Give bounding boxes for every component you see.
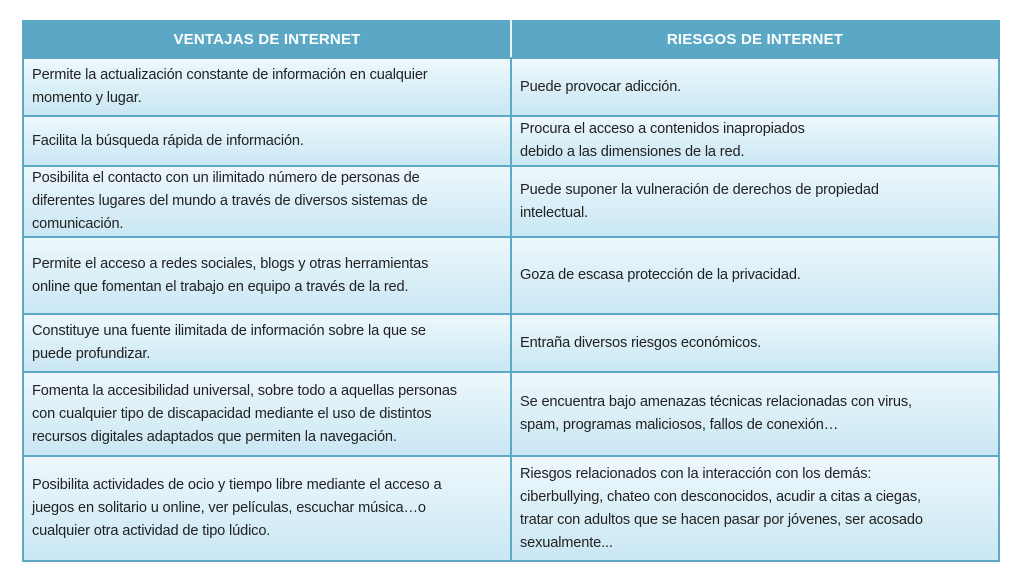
ventaja-cell: Constituye una fuente ilimitada de información sobre la que se puede profundizar. bbox=[23, 314, 511, 372]
riesgo-cell: Puede provocar adicción. bbox=[511, 58, 999, 116]
table-row bbox=[23, 456, 999, 561]
table-row bbox=[23, 314, 999, 372]
riesgo-cell: Goza de escasa protección de la privacidad. bbox=[511, 237, 999, 314]
ventaja-cell: Fomenta la accesibilidad universal, sobre todo a aquellas personas con cualquier tipo de discapacidad mediante el uso de distintos recursos digitales adaptados que permiten la navegación. bbox=[23, 372, 511, 456]
riesgo-cell: Puede suponer la vulneración de derechos de propiedad intelectual. bbox=[511, 166, 999, 237]
header-row bbox=[23, 21, 999, 58]
table-row bbox=[23, 116, 999, 166]
header-riesgos: RIESGOS DE INTERNET bbox=[511, 21, 999, 58]
riesgo-cell: Procura el acceso a contenidos inapropiados debido a las dimensiones de la red. bbox=[511, 116, 999, 166]
riesgo-cell: Se encuentra bajo amenazas técnicas relacionadas con virus, spam, programas maliciosos, fallos de conexión… bbox=[511, 372, 999, 456]
header-ventajas: VENTAJAS DE INTERNET bbox=[23, 21, 511, 58]
ventaja-cell: Posibilita actividades de ocio y tiempo libre mediante el acceso a juegos en solitario u online, ver películas, escuchar música…o cualquier otra actividad de tipo lúdico. bbox=[23, 456, 511, 561]
table-row bbox=[23, 166, 999, 237]
riesgo-cell: Riesgos relacionados con la interacción con los demás: ciberbullying, chateo con desconocidos, acudir a citas a ciegas, tratar con adultos que se hacen pasar por jóvenes, ser acosado sexualmente... bbox=[511, 456, 999, 561]
internet-comparison-table bbox=[22, 20, 1000, 562]
ventaja-cell: Permite el acceso a redes sociales, blogs y otras herramientas online que fomentan el trabajo en equipo a través de la red. bbox=[23, 237, 511, 314]
table-row bbox=[23, 372, 999, 456]
ventaja-cell: Facilita la búsqueda rápida de información. bbox=[23, 116, 511, 166]
riesgo-cell: Entraña diversos riesgos económicos. bbox=[511, 314, 999, 372]
ventaja-cell: Posibilita el contacto con un ilimitado número de personas de diferentes lugares del mundo a través de diversos sistemas de comunicación. bbox=[23, 166, 511, 237]
table-row bbox=[23, 58, 999, 116]
table-row bbox=[23, 237, 999, 314]
ventaja-cell: Permite la actualización constante de información en cualquier momento y lugar. bbox=[23, 58, 511, 116]
